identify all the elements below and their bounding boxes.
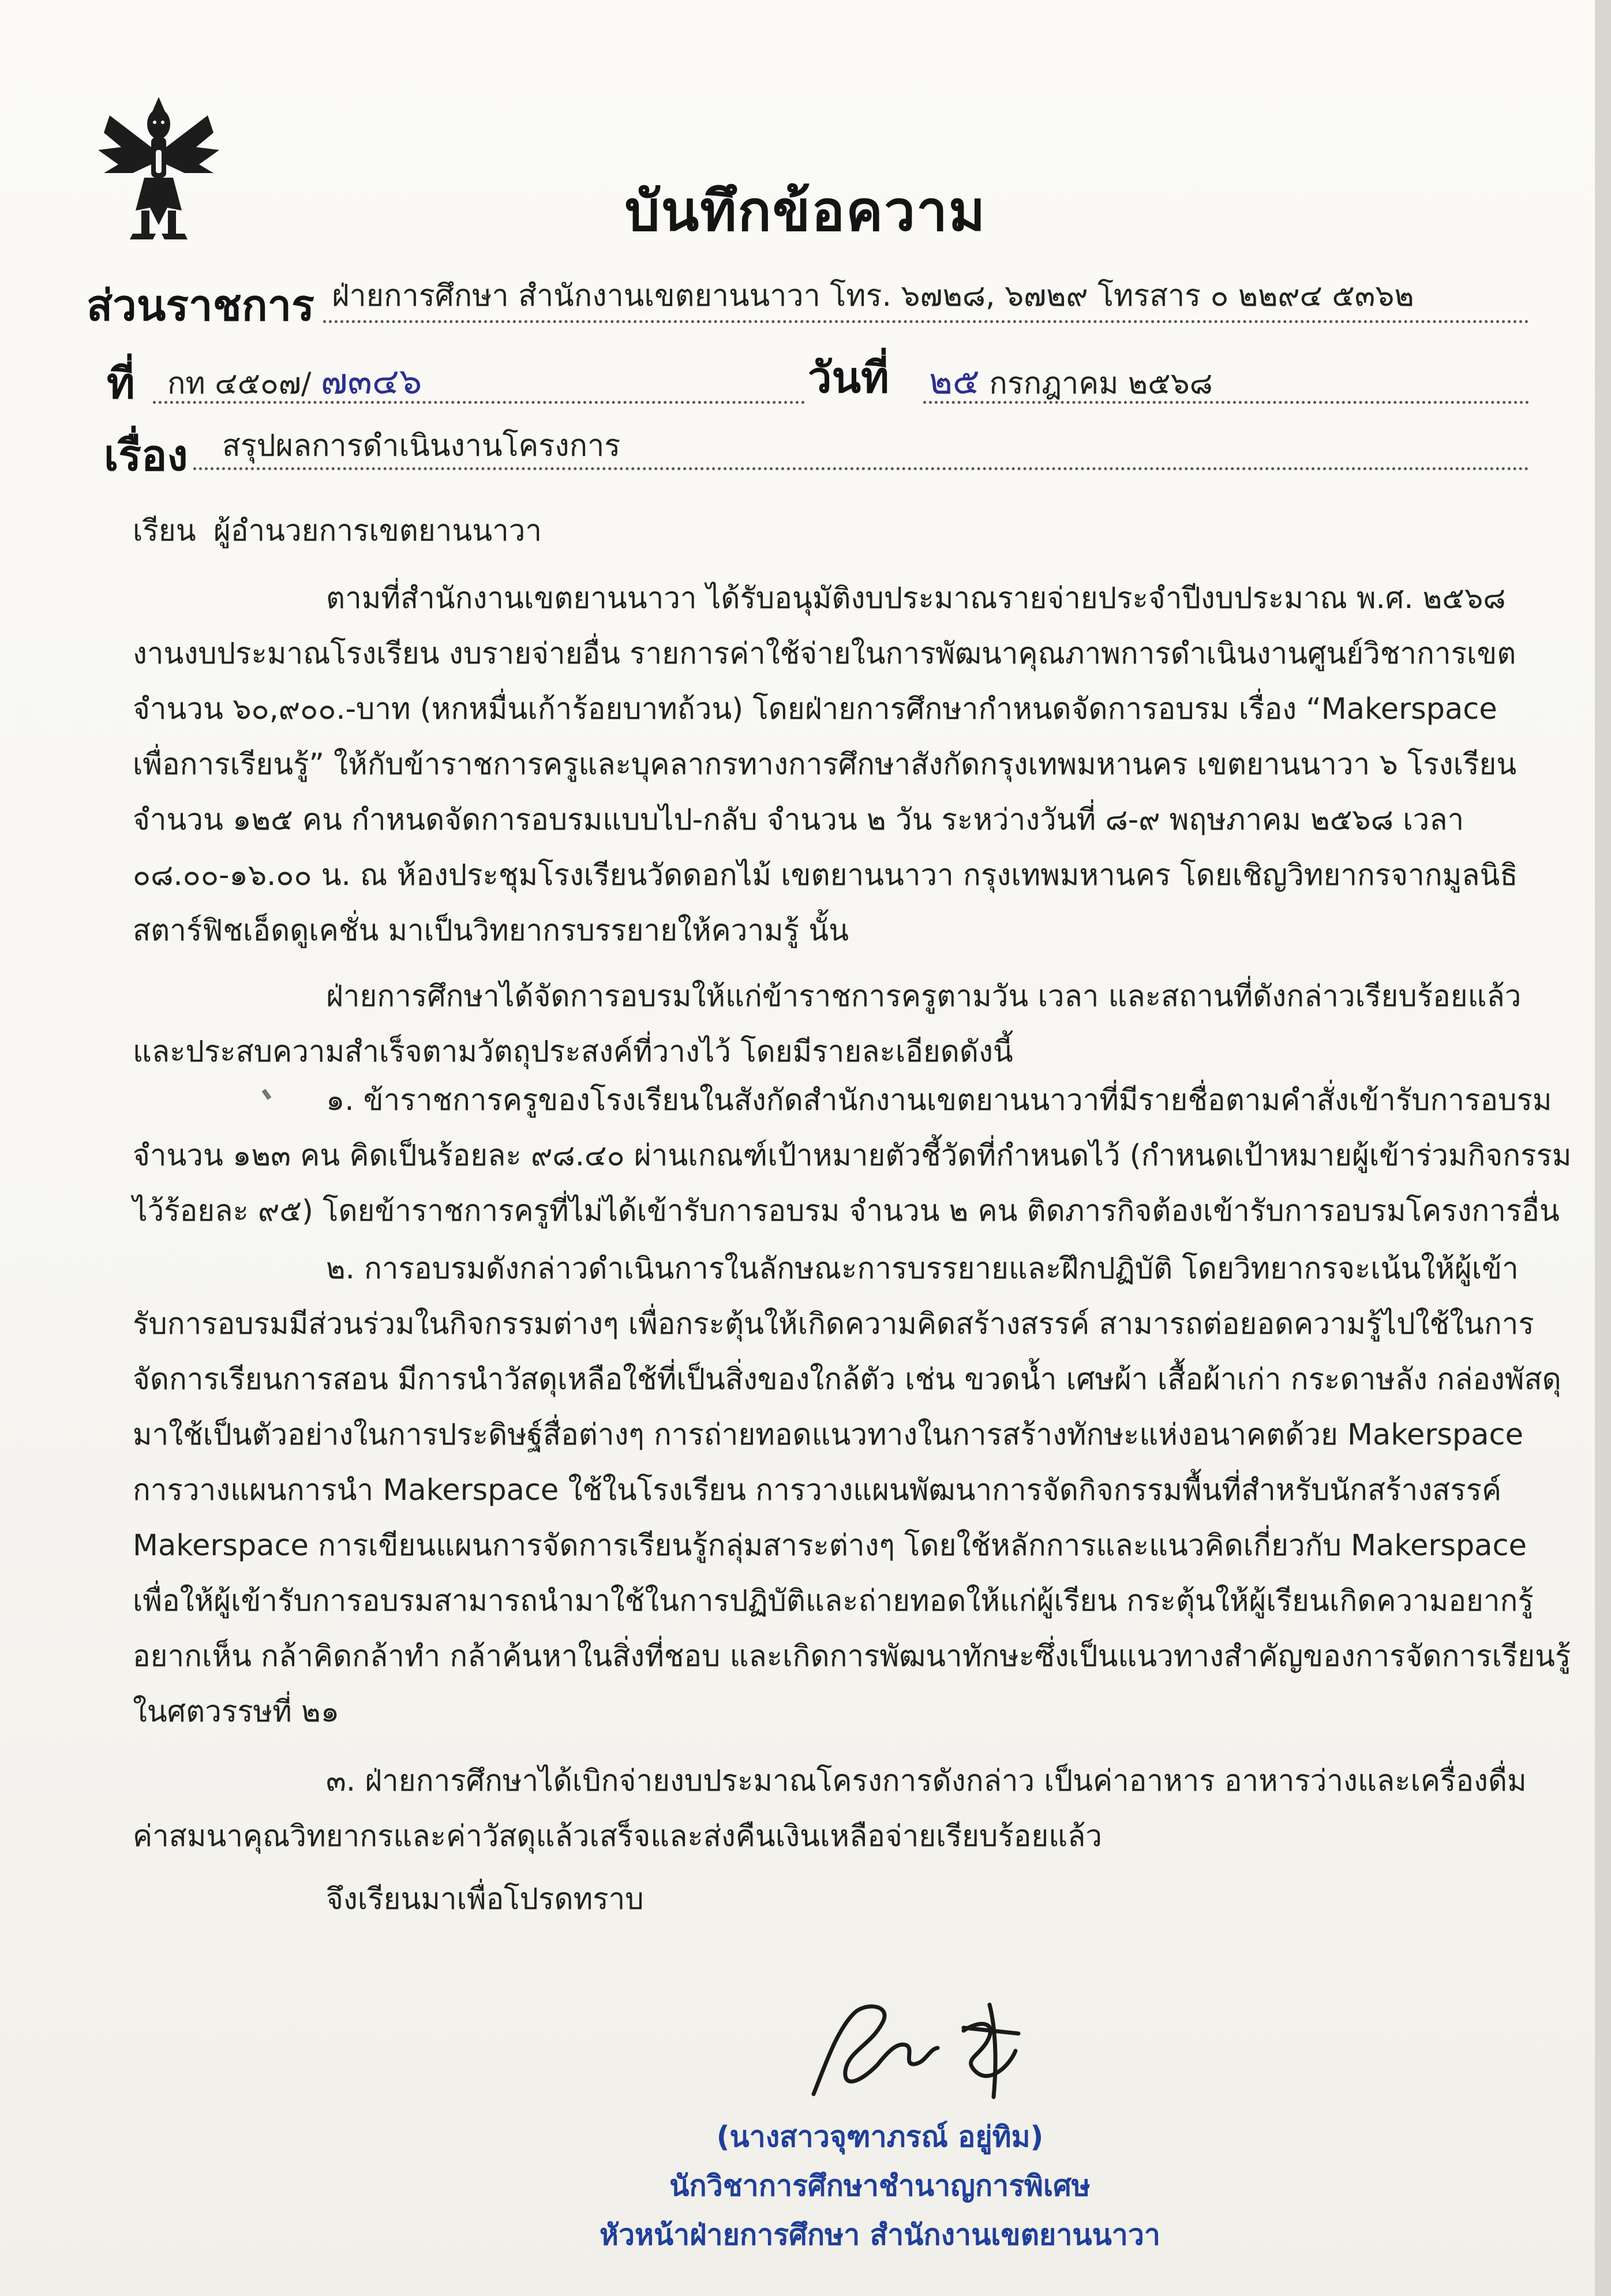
paragraph-line: เพื่อการเรียนรู้” ให้กับข้าราชการครูและบุคลากรทางการศึกษาสังกัดกรุงเทพมหานคร เขตยานนาวา ๖ โรงเรียน xyxy=(133,748,1517,782)
item-2 xyxy=(133,1241,1571,1740)
paragraph-line: มาใช้เป็นตัวอย่างในการประดิษฐ์สื่อต่างๆ การถ่ายทอดแนวทางในการสร้างทักษะแห่งอนาคตด้วย Makerspace xyxy=(133,1418,1523,1452)
memo-date xyxy=(929,353,1213,410)
agency-label: ส่วนราชการ xyxy=(87,281,314,331)
paragraph-line: ไว้ร้อยละ ๙๕) โดยข้าราชการครูที่ไม่ได้เข้ารับการอบรม จำนวน ๒ คน ติดภารกิจต้องเข้ารับการอบรมโครงการอื่น xyxy=(133,1194,1560,1228)
paragraph-line: ๐๘.๐๐-๑๖.๐๐ น. ณ ห้องประชุมโรงเรียนวัดดอกไม้ เขตยานนาวา กรุงเทพมหานคร โดยเชิญวิทยากรจากมูลนิธิ xyxy=(133,858,1518,892)
paragraph-line: จำนวน ๑๒๕ คน กำหนดจัดการอบรมแบบไป-กลับ จำนวน ๒ วัน ระหว่างวันที่ ๘-๙ พฤษภาคม ๒๕๖๘ เวลา xyxy=(133,803,1464,837)
paragraph-line: สตาร์ฟิชเอ็ดดูเคชั่น มาเป็นวิทยากรบรรยายให้ความรู้ นั้น xyxy=(133,914,849,948)
item-1 xyxy=(133,1073,1572,1239)
item-3 xyxy=(133,1754,1527,1864)
paragraph-line: ค่าสมนาคุณวิทยากรและค่าวัสดุแล้วเสร็จและส่งคืนเงินเหลือจ่ายเรียบร้อยแล้ว xyxy=(133,1819,1103,1854)
agency-dotted-line xyxy=(323,320,1529,323)
paragraph-line: อยากเห็น กล้าคิดกล้าทำ กล้าค้นหาในสิ่งที่ชอบ และเกิดการพัฒนาทักษะซึ่งเป็นแนวทางสำคัญของการจัดการเรียนรู้ xyxy=(133,1640,1571,1674)
paragraph-line: ๓. ฝ่ายการศึกษาได้เบิกจ่ายงบประมาณโครงการดังกล่าว เป็นค่าอาหาร อาหารว่างและเครื่องดื่ม xyxy=(326,1764,1527,1798)
paragraph-line: ฝ่ายการศึกษาได้จัดการอบรมให้แก่ข้าราชการครูตามวัน เวลา และสถานที่ดังกล่าวเรียบร้อยแล้ว xyxy=(326,980,1522,1014)
subject-value: สรุปผลการดำเนินงานโครงการ xyxy=(222,429,621,463)
paragraph-line: การวางแผนการนำ Makerspace ใช้ในโรงเรียน การวางแผนพัฒนาการจัดกิจกรรมพื้นที่สำหรับนักสร้างสรรค์ xyxy=(133,1473,1502,1507)
paragraph-line: Makerspace การเขียนแผนการจัดการเรียนรู้กลุ่มสาระต่างๆ โดยใช้หลักการและแนวคิดเกี่ยวกับ Makerspace xyxy=(133,1529,1527,1563)
handwritten-signature xyxy=(790,1996,1091,2106)
paragraph-line: งานงบประมาณโรงเรียน งบรายจ่ายอื่น รายการค่าใช้จ่ายในการพัฒนาคุณภาพการดำเนินงานศูนย์วิชาการเขต xyxy=(133,637,1516,671)
date-month-year: กรกฎาคม ๒๕๖๘ xyxy=(989,366,1213,401)
paragraph-line: จำนวน ๖๐,๙๐๐.-บาท (หกหมื่นเก้าร้อยบาทถ้วน) โดยฝ่ายการศึกษากำหนดจัดการอบรม เรื่อง “Makerspace xyxy=(133,692,1497,726)
salutation-label: เรียน xyxy=(133,514,196,548)
paragraph-result xyxy=(133,969,1521,1080)
paragraph-line: ๒. การอบรมดังกล่าวดำเนินการในลักษณะการบรรยายและฝึกปฏิบัติ โดยวิทยากรจะเน้นให้ผู้เข้า xyxy=(326,1252,1519,1286)
paragraph-line: และประสบความสำเร็จตามวัตถุประสงค์ที่วางไว้ โดยมีรายละเอียดดังนี้ xyxy=(133,1035,1013,1069)
date-label: วันที่ xyxy=(808,353,889,403)
signatory-name: (นางสาวจุฑาภรณ์ อยู่ทิม) xyxy=(716,2120,1044,2154)
salutation-value: ผู้อำนวยการเขตยานนาวา xyxy=(213,514,542,548)
signatory-office: หัวหน้าฝ่ายการศึกษา สำนักงานเขตยานนาวา xyxy=(600,2218,1160,2252)
closing-text: จึงเรียนมาเพื่อโปรดทราบ xyxy=(326,1882,644,1916)
paragraph-line: เพื่อให้ผู้เข้ารับการอบรมสามารถนำมาใช้ในการปฏิบัติและถ่ายทอดให้แก่ผู้เรียน กระตุ้นให้ผู้เรียนเกิดความอยากรู้ xyxy=(133,1584,1534,1618)
signatory-position: นักวิชาการศึกษาชำนาญการพิเศษ xyxy=(669,2169,1091,2203)
ref-prefix: กท ๔๕๐๗/ xyxy=(167,366,312,401)
ref-handwritten-number: ๗๓๔๖ xyxy=(320,360,422,402)
paragraph-line: ในศตวรรษที่ ๒๑ xyxy=(133,1695,340,1729)
memo-title: บันทึกข้อความ xyxy=(624,179,987,243)
ref-label: ที่ xyxy=(107,359,135,408)
paragraph-line: จัดการเรียนการสอน มีการนำวัสดุเหลือใช้ที่เป็นสิ่งของใกล้ตัว เช่น ขวดน้ำ เศษผ้า เสื้อผ้าเก่า กระดาษลัง กล่องพัสดุ xyxy=(133,1363,1561,1397)
ref-number xyxy=(167,353,422,410)
paragraph-line: รับการอบรมมีส่วนร่วมในกิจกรรมต่างๆ เพื่อกระตุ้นให้เกิดความคิดสร้างสรรค์ สามารถต่อยอดความรู้ไปใช้ในการ xyxy=(133,1307,1534,1341)
paragraph-background xyxy=(133,571,1518,959)
paragraph-line: จำนวน ๑๒๓ คน คิดเป็นร้อยละ ๙๘.๔๐ ผ่านเกณฑ์เป้าหมายตัวชี้วัดที่กำหนดไว้ (กำหนดเป้าหมายผู้เข้าร่วมกิจกรรม xyxy=(133,1139,1572,1173)
page-edge-shadow xyxy=(1595,0,1611,2296)
paragraph-line: ตามที่สำนักงานเขตยานนาวา ได้รับอนุมัติงบประมาณรายจ่ายประจำปีงบประมาณ พ.ศ. ๒๕๖๘ xyxy=(326,581,1506,616)
paragraph-line: ๑. ข้าราชการครูของโรงเรียนในสังกัดสำนักงานเขตยานนาวาที่มีรายชื่อตามคำสั่งเข้ารับการอบรม xyxy=(326,1083,1552,1117)
agency-value: ฝ่ายการศึกษา สำนักงานเขตยานนาวา โทร. ๖๗๒๘, ๖๗๒๙ โทรสาร ๐ ๒๒๙๔ ๕๓๖๒ xyxy=(332,279,1414,313)
subject-label: เรื่อง xyxy=(104,431,188,481)
date-day-handwritten: ๒๕ xyxy=(929,360,980,402)
